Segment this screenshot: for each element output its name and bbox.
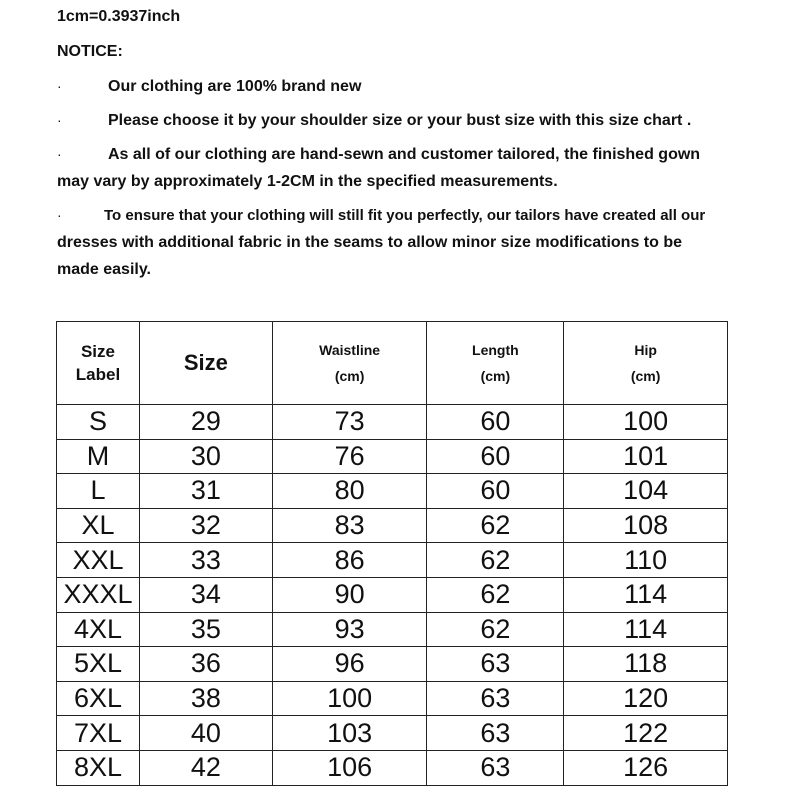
header-waistline: Waistline (cm) [272, 322, 427, 405]
cell-size-label: L [57, 474, 140, 509]
bullet-icon: · [57, 112, 62, 128]
unit-conversion: 1cm=0.3937inch [57, 8, 181, 25]
table-row [57, 647, 728, 682]
cell-hip: 122 [564, 716, 728, 751]
cell-size: 40 [139, 716, 272, 751]
bullet-icon: · [57, 146, 62, 162]
header-length: Length (cm) [427, 322, 564, 405]
cell-size-label: XXXL [57, 577, 140, 612]
cell-size: 36 [139, 647, 272, 682]
cell-waistline: 80 [272, 474, 427, 509]
cell-waistline: 103 [272, 716, 427, 751]
cell-length: 63 [427, 681, 564, 716]
cell-size: 35 [139, 612, 272, 647]
bullet-icon: · [57, 207, 62, 223]
notice-text-continued: made easily. [57, 261, 151, 278]
table-row [57, 439, 728, 474]
cell-size-label: S [57, 405, 140, 440]
cell-length: 63 [427, 647, 564, 682]
cell-hip: 126 [564, 750, 728, 785]
table-row [57, 543, 728, 578]
cell-hip: 101 [564, 439, 728, 474]
cell-size: 32 [139, 508, 272, 543]
cell-size: 38 [139, 681, 272, 716]
table-row [57, 716, 728, 751]
cell-size: 33 [139, 543, 272, 578]
cell-waistline: 73 [272, 405, 427, 440]
cell-length: 63 [427, 716, 564, 751]
notice-text: Please choose it by your shoulder size or your bust size with this size chart . [108, 112, 692, 129]
notice-item-choose-size [57, 112, 691, 130]
table-row [57, 612, 728, 647]
cell-size: 29 [139, 405, 272, 440]
cell-waistline: 100 [272, 681, 427, 716]
notice-text: To ensure that your clothing will still fit you perfectly, our tailors have created all our [104, 207, 706, 224]
notice-text: Our clothing are 100% brand new [108, 78, 362, 95]
cell-waistline: 83 [272, 508, 427, 543]
cell-size-label: 7XL [57, 716, 140, 751]
cell-waistline: 93 [272, 612, 427, 647]
cell-size-label: XXL [57, 543, 140, 578]
cell-hip: 108 [564, 508, 728, 543]
cell-length: 62 [427, 508, 564, 543]
bullet-icon: · [57, 78, 62, 94]
header-size-label: Size Label [57, 322, 140, 405]
cell-length: 62 [427, 543, 564, 578]
notice-text: As all of our clothing are hand-sewn and customer tailored, the finished gown [108, 146, 701, 163]
cell-size: 42 [139, 750, 272, 785]
cell-hip: 114 [564, 577, 728, 612]
size-chart-table [56, 321, 728, 786]
cell-hip: 114 [564, 612, 728, 647]
cell-waistline: 90 [272, 577, 427, 612]
cell-size: 30 [139, 439, 272, 474]
cell-size-label: M [57, 439, 140, 474]
notice-text-continued: dresses with additional fabric in the seams to allow minor size modifications to be [57, 234, 683, 251]
header-size: Size [139, 322, 272, 405]
cell-hip: 110 [564, 543, 728, 578]
cell-hip: 104 [564, 474, 728, 509]
cell-length: 60 [427, 439, 564, 474]
table-row [57, 681, 728, 716]
cell-hip: 100 [564, 405, 728, 440]
cell-waistline: 86 [272, 543, 427, 578]
header-hip: Hip (cm) [564, 322, 728, 405]
table-row [57, 508, 728, 543]
cell-waistline: 76 [272, 439, 427, 474]
table-row [57, 405, 728, 440]
table-row [57, 750, 728, 785]
cell-waistline: 106 [272, 750, 427, 785]
cell-hip: 118 [564, 647, 728, 682]
cell-length: 60 [427, 474, 564, 509]
cell-size-label: 8XL [57, 750, 140, 785]
cell-size-label: XL [57, 508, 140, 543]
notice-text-continued: may vary by approximately 1-2CM in the specified measurements. [57, 173, 558, 190]
cell-length: 63 [427, 750, 564, 785]
cell-size-label: 5XL [57, 647, 140, 682]
cell-hip: 120 [564, 681, 728, 716]
cell-size: 31 [139, 474, 272, 509]
cell-size: 34 [139, 577, 272, 612]
cell-length: 62 [427, 577, 564, 612]
table-row [57, 577, 728, 612]
table-header-row [57, 322, 728, 405]
cell-waistline: 96 [272, 647, 427, 682]
notice-item-tailoring [57, 207, 705, 224]
cell-size-label: 6XL [57, 681, 140, 716]
cell-length: 62 [427, 612, 564, 647]
notice-item-brand-new [57, 78, 361, 96]
cell-length: 60 [427, 405, 564, 440]
cell-size-label: 4XL [57, 612, 140, 647]
notice-item-hand-sewn [57, 146, 700, 164]
table-row [57, 474, 728, 509]
notice-title: NOTICE: [57, 43, 123, 60]
